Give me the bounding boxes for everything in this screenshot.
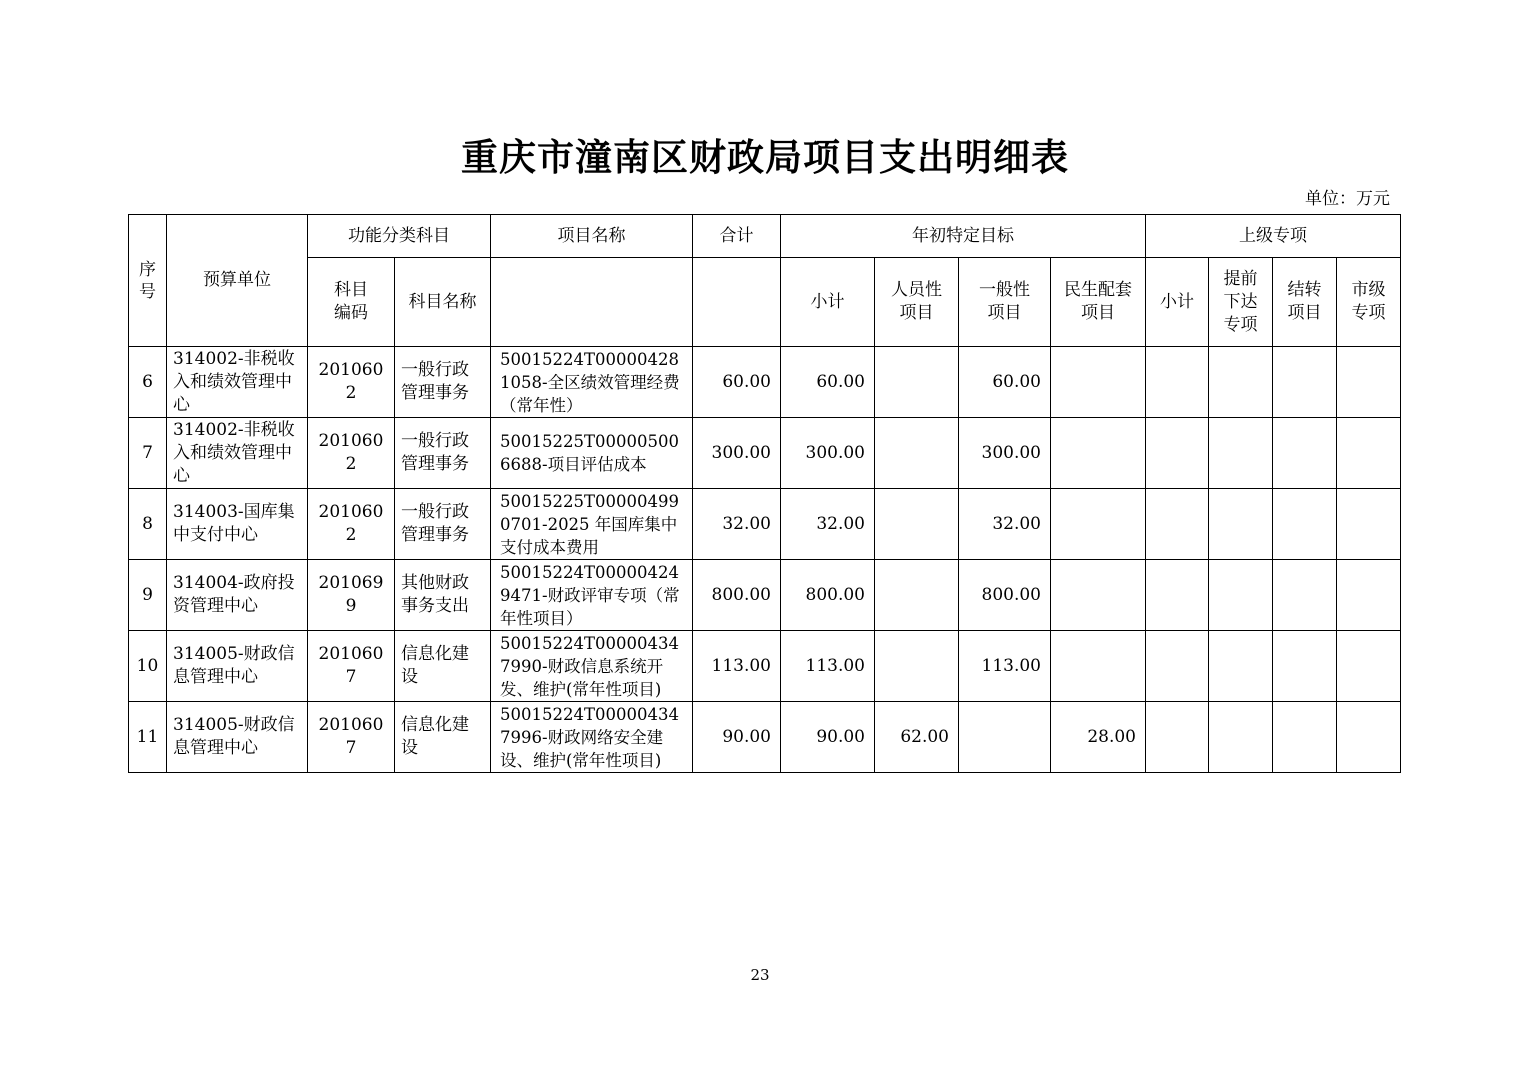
cell-unit: 314002-非税收入和绩效管理中心: [167, 418, 308, 489]
cell-advance: [1209, 560, 1273, 631]
cell-subtotal: 60.00: [781, 347, 875, 418]
cell-carryover: [1273, 702, 1337, 773]
cell-sup-subtotal: [1146, 347, 1209, 418]
header-carryover: 结转项目: [1273, 258, 1337, 347]
cell-code: 2010602: [308, 418, 395, 489]
cell-seq: 10: [129, 631, 167, 702]
cell-subject: 信息化建设: [395, 702, 491, 773]
cell-general: 32.00: [959, 489, 1051, 560]
cell-personnel: [875, 347, 959, 418]
cell-total: 113.00: [693, 631, 781, 702]
cell-seq: 6: [129, 347, 167, 418]
header-superior-subtotal: 小计: [1146, 258, 1209, 347]
table-row: [129, 489, 1401, 560]
header-row-1: [129, 215, 1401, 258]
cell-city: [1337, 347, 1401, 418]
cell-total: 60.00: [693, 347, 781, 418]
cell-livelihood: 28.00: [1051, 702, 1146, 773]
cell-advance: [1209, 489, 1273, 560]
header-general: 一般性项目: [959, 258, 1051, 347]
table-row: [129, 560, 1401, 631]
cell-advance: [1209, 631, 1273, 702]
header-seq: 序号: [129, 215, 167, 347]
cell-livelihood: [1051, 347, 1146, 418]
cell-code: 2010699: [308, 560, 395, 631]
table-row: [129, 347, 1401, 418]
cell-project: 50015224T000004249471-财政评审专项（常年性项目）: [491, 560, 693, 631]
cell-advance: [1209, 347, 1273, 418]
cell-personnel: [875, 418, 959, 489]
cell-code: 2010607: [308, 631, 395, 702]
cell-subtotal: 32.00: [781, 489, 875, 560]
header-project-name: 项目名称: [491, 215, 693, 258]
header-city-level: 市级专项: [1337, 258, 1401, 347]
cell-total: 300.00: [693, 418, 781, 489]
cell-subject: 一般行政管理事务: [395, 418, 491, 489]
table-row: [129, 702, 1401, 773]
cell-unit: 314004-政府投资管理中心: [167, 560, 308, 631]
cell-subject: 一般行政管理事务: [395, 489, 491, 560]
cell-unit: 314003-国库集中支付中心: [167, 489, 308, 560]
cell-seq: 7: [129, 418, 167, 489]
header-row-2: [129, 258, 1401, 347]
cell-city: [1337, 702, 1401, 773]
cell-seq: 9: [129, 560, 167, 631]
cell-total: 800.00: [693, 560, 781, 631]
cell-sup-subtotal: [1146, 560, 1209, 631]
cell-city: [1337, 560, 1401, 631]
cell-livelihood: [1051, 631, 1146, 702]
header-advance: 提前下达专项: [1209, 258, 1273, 347]
cell-sup-subtotal: [1146, 489, 1209, 560]
cell-sup-subtotal: [1146, 418, 1209, 489]
cell-project: 50015225T000005006688-项目评估成本: [491, 418, 693, 489]
cell-seq: 8: [129, 489, 167, 560]
cell-general: [959, 702, 1051, 773]
cell-general: 60.00: [959, 347, 1051, 418]
cell-code: 2010602: [308, 489, 395, 560]
cell-general: 113.00: [959, 631, 1051, 702]
header-personnel: 人员性项目: [875, 258, 959, 347]
cell-unit: 314005-财政信息管理中心: [167, 631, 308, 702]
cell-carryover: [1273, 560, 1337, 631]
header-subject-name: 科目名称: [395, 258, 491, 347]
cell-personnel: [875, 560, 959, 631]
cell-project: 50015224T000004281058-全区绩效管理经费（常年性）: [491, 347, 693, 418]
cell-subject: 信息化建设: [395, 631, 491, 702]
header-project-name-cont: [491, 258, 693, 347]
cell-advance: [1209, 418, 1273, 489]
cell-city: [1337, 631, 1401, 702]
cell-general: 800.00: [959, 560, 1051, 631]
cell-project: 50015225T000004990701-2025 年国库集中支付成本费用: [491, 489, 693, 560]
cell-personnel: [875, 631, 959, 702]
cell-code: 2010607: [308, 702, 395, 773]
header-budget-unit: 预算单位: [167, 215, 308, 347]
page-number: 23: [750, 966, 770, 984]
unit-label: 单位：万元: [1305, 189, 1390, 209]
cell-sup-subtotal: [1146, 631, 1209, 702]
header-superior: 上级专项: [1146, 215, 1401, 258]
cell-total: 90.00: [693, 702, 781, 773]
cell-carryover: [1273, 347, 1337, 418]
header-total-cont: [693, 258, 781, 347]
cell-personnel: [875, 489, 959, 560]
header-annual-target: 年初特定目标: [781, 215, 1146, 258]
cell-seq: 11: [129, 702, 167, 773]
cell-subtotal: 90.00: [781, 702, 875, 773]
cell-general: 300.00: [959, 418, 1051, 489]
cell-livelihood: [1051, 418, 1146, 489]
cell-code: 2010602: [308, 347, 395, 418]
cell-subtotal: 800.00: [781, 560, 875, 631]
cell-total: 32.00: [693, 489, 781, 560]
cell-subject: 一般行政管理事务: [395, 347, 491, 418]
cell-carryover: [1273, 418, 1337, 489]
table-row: [129, 631, 1401, 702]
expenditure-table: [128, 214, 1401, 773]
cell-city: [1337, 418, 1401, 489]
cell-sup-subtotal: [1146, 702, 1209, 773]
cell-subject: 其他财政事务支出: [395, 560, 491, 631]
header-total: 合计: [693, 215, 781, 258]
cell-carryover: [1273, 631, 1337, 702]
cell-unit: 314002-非税收入和绩效管理中心: [167, 347, 308, 418]
page-title: 重庆市潼南区财政局项目支出明细表: [461, 136, 1069, 179]
cell-project: 50015224T000004347996-财政网络安全建设、维护(常年性项目): [491, 702, 693, 773]
cell-project: 50015224T000004347990-财政信息系统开发、维护(常年性项目): [491, 631, 693, 702]
cell-city: [1337, 489, 1401, 560]
header-subject-code: 科目编码: [308, 258, 395, 347]
cell-livelihood: [1051, 560, 1146, 631]
cell-subtotal: 300.00: [781, 418, 875, 489]
table-row: [129, 418, 1401, 489]
header-livelihood: 民生配套项目: [1051, 258, 1146, 347]
cell-unit: 314005-财政信息管理中心: [167, 702, 308, 773]
cell-subtotal: 113.00: [781, 631, 875, 702]
header-func-class: 功能分类科目: [308, 215, 491, 258]
cell-livelihood: [1051, 489, 1146, 560]
cell-personnel: 62.00: [875, 702, 959, 773]
header-annual-subtotal: 小计: [781, 258, 875, 347]
cell-carryover: [1273, 489, 1337, 560]
cell-advance: [1209, 702, 1273, 773]
